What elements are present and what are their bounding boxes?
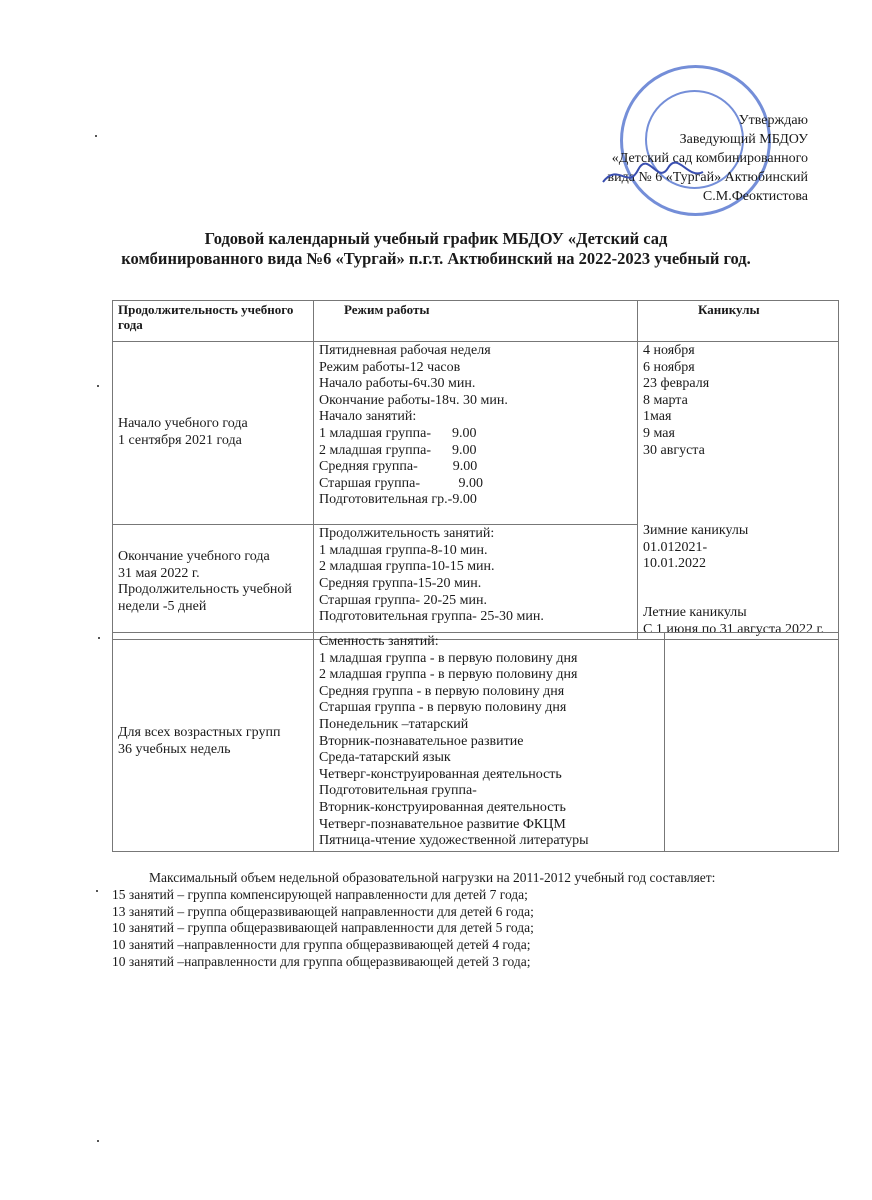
- text-line: 23 февраля: [643, 376, 710, 392]
- text-line: 10.01.2022: [643, 556, 706, 572]
- text-line: Средняя группа - в первую половину дня: [319, 683, 565, 699]
- header-mode: Режим работы: [314, 301, 638, 342]
- shifts-table: [112, 632, 839, 852]
- text-line: [643, 491, 833, 507]
- weekly-load: [112, 870, 715, 971]
- text-line: Среда-татарский язык: [319, 750, 451, 766]
- text-line: Сменность занятий:: [319, 634, 439, 649]
- text-line: 8 марта: [643, 392, 688, 408]
- title-line: Годовой календарный учебный график МБДОУ «Детский сад: [204, 229, 668, 248]
- text-line: Вторник-конструированная деятельность: [319, 799, 566, 815]
- title-line: комбинированного вида №6 «Тургай» п.г.т. Актюбинский на 2022-2023 учебный год.: [121, 249, 751, 268]
- text-line: Вторник-познавательное развитие: [319, 733, 524, 749]
- text-line: Понедельник –татарский: [319, 716, 469, 732]
- signature: [598, 160, 708, 190]
- scan-speck: [95, 135, 97, 137]
- text-line: 13 занятий – группа общеразвивающей направленности для детей 6 года;: [112, 903, 534, 919]
- text-line: [643, 589, 833, 605]
- text-line: 2 младшая группа-10-15 мин.: [319, 559, 495, 575]
- cell-mode-2: [314, 525, 638, 640]
- text-line: 6 ноября: [643, 359, 695, 375]
- approval-line: Заведующий МБДОУ: [679, 132, 808, 147]
- text-line: 4 ноября: [643, 343, 695, 358]
- text-line: 31 мая 2022 г.: [118, 565, 200, 581]
- text-line: 1 сентября 2021 года: [118, 433, 242, 449]
- text-line: Окончание учебного года: [118, 548, 270, 564]
- approval-line: С.М.Феоктистова: [702, 189, 808, 204]
- approval-line: «Детский сад комбинированного: [611, 151, 808, 166]
- text-line: 10 занятий –направленности для группа общеразвивающей детей 4 года;: [112, 937, 531, 953]
- text-line: 10 занятий –направленности для группа общеразвивающей детей 3 года;: [112, 953, 531, 969]
- text-line: Начало учебного года: [118, 416, 248, 432]
- text-line: Режим работы-12 часов: [319, 359, 461, 375]
- text-line: Зимние каникулы: [643, 523, 749, 539]
- text-line: 10 занятий – группа общеразвивающей направленности для детей 5 года;: [112, 920, 534, 936]
- text-line: Подготовительная группа- 25-30 мин.: [319, 609, 544, 625]
- approval-line: Утверждаю: [738, 113, 808, 128]
- text-line: 2 младшая группа - в первую половину дня: [319, 667, 578, 683]
- text-line: 36 учебных недель: [118, 741, 231, 757]
- text-line: недели -5 дней: [118, 598, 207, 614]
- text-line: Летние каникулы: [643, 604, 747, 620]
- cell-empty: [665, 633, 839, 852]
- cell-start: [113, 342, 314, 525]
- approval-block: [607, 111, 808, 206]
- scan-speck: [96, 890, 98, 892]
- cell-all-groups: [113, 633, 314, 852]
- text-line: [643, 475, 833, 491]
- cell-end: [113, 525, 314, 640]
- text-line: Средняя группа-15-20 мин.: [319, 575, 482, 591]
- text-line: 1мая: [643, 409, 672, 425]
- cell-mode-1: [314, 342, 638, 525]
- text-line: Продолжительность занятий:: [319, 526, 495, 542]
- text-line: [643, 507, 833, 523]
- text-line: Подготовительная гр.-9.00: [319, 492, 477, 508]
- header-holidays: Каникулы: [638, 301, 839, 342]
- scan-speck: [97, 1140, 99, 1142]
- text-line: Максимальный объем недельной образовательной нагрузки на 2011-2012 учебный год составляет:: [149, 870, 716, 885]
- text-line: Подготовительная группа-: [319, 783, 477, 799]
- text-line: Окончание работы-18ч. 30 мин.: [319, 392, 508, 408]
- text-line: 1 младшая группа- 9.00: [319, 425, 477, 441]
- text-line: 1 младшая группа-8-10 мин.: [319, 542, 488, 558]
- text-line: Старшая группа- 20-25 мин.: [319, 592, 488, 608]
- document-title: [0, 229, 872, 269]
- text-line: Для всех возрастных групп: [118, 725, 281, 741]
- text-line: 01.012021-: [643, 539, 708, 555]
- text-line: Начало занятий:: [319, 409, 417, 425]
- text-line: 1 младшая группа - в первую половину дня: [319, 650, 578, 666]
- text-line: 2 младшая группа- 9.00: [319, 442, 477, 458]
- scan-speck: [98, 637, 100, 639]
- text-line: Четверг-познавательное развитие ФКЦМ: [319, 816, 566, 832]
- text-line: Старшая группа - в первую половину дня: [319, 700, 567, 716]
- text-line: Четверг-конструированная деятельность: [319, 766, 562, 782]
- text-line: 9 мая: [643, 425, 675, 441]
- cell-shifts: [314, 633, 665, 852]
- text-line: 30 августа: [643, 442, 705, 458]
- header-duration: Продолжительность учебного года: [113, 301, 314, 342]
- text-line: Средняя группа- 9.00: [319, 459, 478, 475]
- text-line: Пятидневная рабочая неделя: [319, 343, 491, 358]
- text-line: [643, 459, 833, 475]
- approval-line: вида № 6 «Тургай» Актюбинский: [607, 170, 808, 185]
- cell-holidays: [638, 342, 839, 640]
- scan-speck: [97, 385, 99, 387]
- text-line: [643, 573, 833, 589]
- text-line: Начало работы-6ч.30 мин.: [319, 376, 476, 392]
- text-line: Пятница-чтение художественной литературы: [319, 833, 589, 849]
- text-line: С 1 июня по 31 августа 2022 г.: [643, 621, 825, 637]
- text-line: 15 занятий – группа компенсирующей направленности для детей 7 года;: [112, 886, 528, 902]
- text-line: Старшая группа- 9.00: [319, 475, 484, 491]
- schedule-table: [112, 300, 839, 640]
- text-line: Продолжительность учебной: [118, 582, 292, 598]
